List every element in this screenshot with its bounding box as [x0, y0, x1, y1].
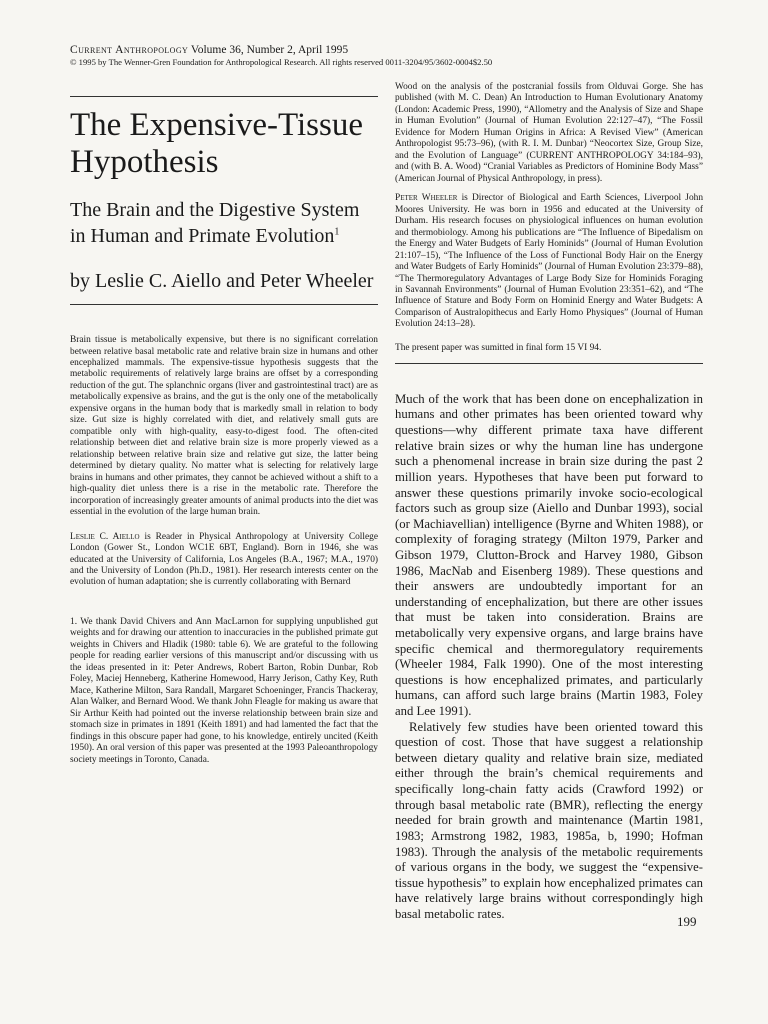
journal-citation — [70, 44, 710, 57]
body-paragraph: Relatively few studies have been oriented toward this question of cost. Those that have suggest a relationship between dietary quality and relative brain size, mediated either through the brain’s chemical requirements and specifically long-chain fatty acids (Crawford 1992) or through basal metabolic rate (BMR), reflecting the energy needed for brain growth and maintenance (Martin 1981, 1983; Armstrong 1982, 1983, 1985a, b, 1990; Hofman 1983). Through the analysis of the metabolic requirements of various organs in the body, we suggest the “expensive-tissue hypothesis” to explain how encephalized primates can have relatively large brains without correspondingly high basal metabolic rates. — [395, 719, 703, 921]
footnote-marker: 1 — [334, 226, 340, 238]
journal-issue: Volume 36, Number 2, April 1995 — [190, 44, 349, 56]
journal-name: Current Anthropology — [70, 44, 189, 56]
article-title: The Expensive-Tissue Hypothesis — [70, 107, 364, 180]
running-head — [70, 44, 710, 68]
bio-author-name: Leslie C. Aiello — [70, 531, 140, 542]
bio-author-name: Peter Wheeler — [395, 193, 458, 204]
author-bio-aiello-continued: Wood on the analysis of the postcranial fossils from Olduvai Gorge. She has published (with M. C. Dean) An Introduction to Human Evolutionary Anatomy (London: Academic Press, 1990), “Allometry and the Analysis of Size and Shape in Human Evolution” (Journal of Human Evolution 22:127–47), “The Fossil Evidence for Modern Human Origins in Africa: A Revised View” (American Anthropologist 95:73–96), (with R. I. M. Dunbar) “Neocortex Size, Group Size, and the Evolution of Language” (CURRENT ANTHROPOLOGY 34:184–93), and (with B. A. Wood) “Cranial Variables as Predictors of Hominine Body Mass” (American Journal of Physical Anthropology, in press). — [395, 82, 703, 184]
author-bio-wheeler — [395, 193, 703, 331]
subtitle-text: The Brain and the Digestive System in Human and Primate Evolution — [70, 198, 360, 248]
abstract: Brain tissue is metabolically expensive, but there is no significant correlation between relative basal metabolic rate and relative brain size in humans and other encephalized mammals. The expensive-tissue hypothesis suggests that the metabolic requirements of relatively large brains are offset by a corresponding reduction of the gut. The splanchnic organs (liver and gastrointestinal tract) are as metabolically expensive as brains, and the gut is the only one of the metabolically expensive organs in the human body that is markedly small in relation to body size. Gut size is highly correlated with diet, and relatively small guts are compatible only with high-quality, easy-to-digest food. The often-cited relationship between diet and relative brain size is more properly viewed as a relationship between relative brain size and relative gut size, the latter being determined by dietary quality. No matter what is selecting for relatively large brains in humans and other primates, they cannot be achieved without a shift to a high-quality diet unless there is a rise in the metabolic rate. Therefore the incorporation of increasingly greater amounts of animal products into the diet was essential in the evolution of the large human brain. — [70, 335, 378, 518]
bio-separator-rule — [395, 363, 703, 364]
copyright-notice: © 1995 by The Wenner-Gren Foundation for Anthropological Research. All rights reserved 0011-3204/95/3602-0004$2.50 — [70, 57, 493, 68]
left-column — [70, 90, 378, 766]
bio-text: is Reader in Physical Anthropology at University College London (Gower St., London WC1E 6BT, England). Born in 1946, she was educated at the University of California, Los Angeles (B.A., 1967; M.A., 1970) and the University of London (Ph.D., 1981). Her research interests center on the evolution of human adaptation; she is currently collaborating with Bernard — [70, 531, 379, 588]
right-column — [395, 82, 703, 923]
acknowledgments-footnote: 1. We thank David Chivers and Ann MacLarnon for supplying unpublished gut weights and for drawing our attention to inaccuracies in the published primate gut weights in Chivers and Hladik (1980: table 6). We are grateful to the following people for reading earlier versions of this manuscript and/or discussing with us the ideas presented in it: Peter Andrews, Robert Barton, Robin Dunbar, Rob Foley, Maciej Henneberg, Katherine Homewood, Harry Jerison, Cathy Key, Ruth Mace, Katherine Milton, Sara Randall, Margaret Schoeninger, Francis Thackeray, Alan Walker, and Bernard Wood. We thank John Fleagle for making us aware that Sir Arthur Keith had pointed out the inverse relationship between brain size and stomach size in primates in 1891 (Keith 1891) and had lamented the fact that the findings in this obscure paper had gone, to his knowledge, entirely uncited (Keith 1950). An oral version of this paper was presented at the 1993 Paleoanthropology society meetings in Toronto, Canada. — [70, 616, 378, 765]
title-bottom-rule — [70, 304, 378, 305]
author-bio-aiello — [70, 532, 378, 589]
title-top-rule — [70, 96, 378, 97]
bio-text: is Director of Biological and Earth Sciences, Liverpool John Moores University. He was born in 1956 and educated at the University of Durham. His research focuses on physiological influences on human evolution and thermobiology. Among his publications are “The Influence of Bipedalism on the Energy and Water Budgets of Early Hominids” (Journal of Human Evolution 21:107–15), “The Influence of the Loss of Functional Body Hair on the Energy and Water Budgets of Early Hominids” (Journal of Human Evolution 23:379–88), “The Thermoregulatory Advantages of Large Body Size for Hominids Foraging in Savannah Environments” (Journal of Human Evolution 23:351–62), and “The Influence of Stature and Body Form on Hominid Energy and Water Budgets: A Comparison of Australopithecus and Early Homo Physiques” (Journal of Human Evolution 24:13–28). — [395, 193, 704, 330]
article-subtitle — [70, 197, 378, 250]
article-authors: by Leslie C. Aiello and Peter Wheeler — [70, 269, 374, 292]
submission-note: The present paper was sumitted in final form 15 VI 94. — [395, 342, 602, 353]
page-number: 199 — [677, 914, 697, 929]
body-paragraph: Much of the work that has been done on encephalization in humans and other primates has been oriented toward why questions—why different primate taxa have different relative brain sizes or why the human line has undergone such a phenomenal increase in brain size during the past 2 million years. Hypotheses that have been put forward to answer these questions primarily invoke socio-ecological factors such as group size (Aiello and Dunbar 1993), social (or Machiavellian) intelligence (Byrne and Whiten 1988), or complexity of foraging strategy (Milton 1979, Parker and Gibson 1979, Clutton-Brock and Harvey 1980, Gibson 1986, MacNab and Eisenberg 1989). These questions and their answers are undoubtedly important for an understanding of encephalization, but there are other issues that must be taken into consideration. Brains are metabolically very expensive organs, and large brains have specific chemical and thermoregulatory requirements (Wheeler 1984, Falk 1990). One of the most interesting questions is how encephalized primates, and particularly humans, can afford such large brains (Martin 1983, Foley and Lee 1991). — [395, 391, 703, 719]
